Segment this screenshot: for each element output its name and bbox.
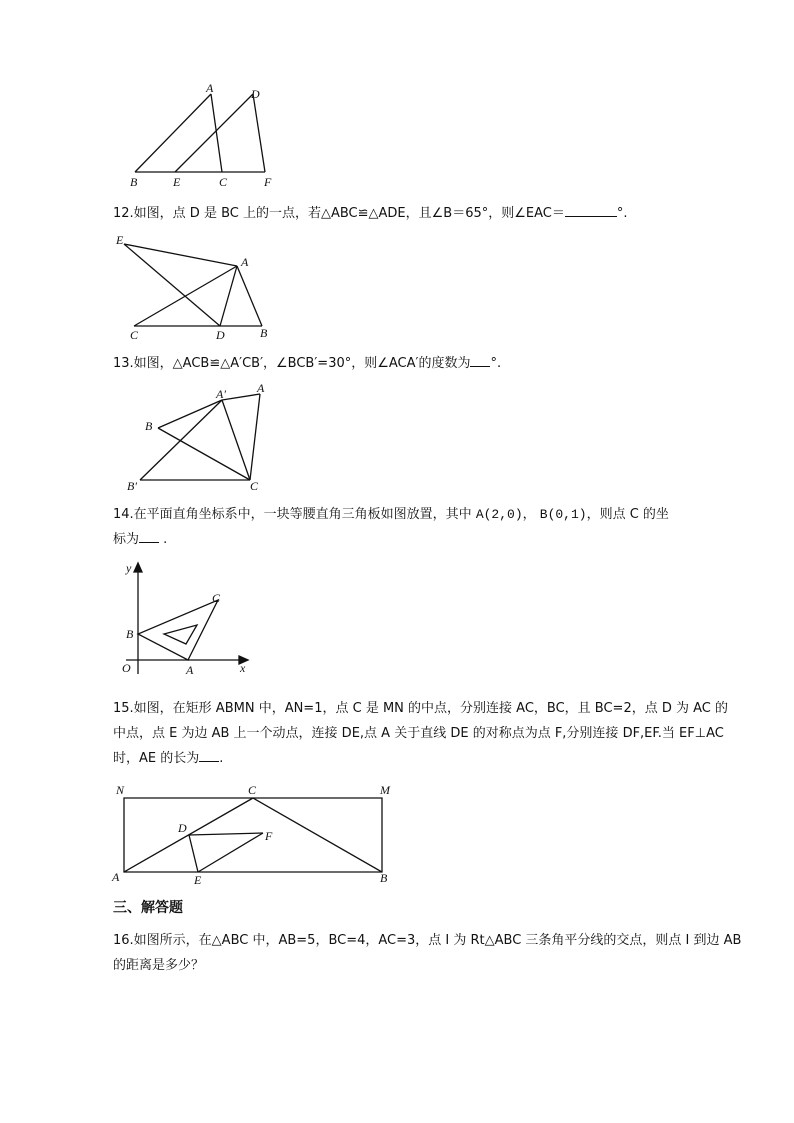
label-A: A: [112, 870, 120, 884]
segment-EA: [124, 244, 237, 266]
segment-DF: [253, 94, 265, 172]
label-A-prime: A′: [216, 387, 226, 401]
label-C: C: [250, 479, 259, 493]
answer-blank[interactable]: [470, 352, 490, 367]
segment-AprimeC: [222, 400, 250, 480]
section-heading: 三、解答题: [113, 900, 183, 916]
label-N: N: [116, 783, 125, 797]
question-12-text: 12.如图，点 D 是 BC 上的一点，若△ABC≌△ADE，且∠B＝65°，则∠EAC＝: [113, 206, 565, 221]
answer-blank[interactable]: [139, 528, 159, 543]
question-15-line-2: 中点，点 E 为边 AB 上一个动点，连接 DE,点 A 关于直线 DE 的对称点为点 F,分别连接 DF,EF.当 EF⊥AC: [113, 726, 724, 741]
question-13-unit: °.: [490, 356, 502, 371]
label-x: x: [240, 661, 246, 675]
segment-DF: [189, 833, 263, 835]
question-16-line-2: 的距离是多少？: [113, 958, 205, 973]
label-B: B: [380, 871, 388, 885]
question-15-line-3: 时，AE 的长为: [113, 751, 200, 766]
segment-DE: [175, 94, 253, 172]
question-14-text-5: .: [163, 532, 168, 547]
segment-EF: [198, 833, 263, 872]
label-A: A: [186, 663, 194, 677]
question-15: [113, 696, 728, 771]
answer-blank[interactable]: [199, 747, 219, 762]
rectangle-ABMN: [124, 798, 382, 872]
label-F: F: [265, 829, 273, 843]
segment-DE: [189, 835, 198, 872]
triangle-inner: [164, 625, 197, 644]
figure-11-diagram: [125, 82, 285, 190]
label-C: C: [248, 783, 257, 797]
question-13: [113, 351, 501, 376]
label-A: A: [241, 255, 249, 269]
segment-BC: [158, 428, 250, 480]
label-B: B: [126, 627, 134, 641]
answer-blank[interactable]: [565, 202, 617, 217]
segment-AB: [135, 94, 211, 172]
segment-AC: [250, 394, 260, 480]
label-M: M: [380, 783, 390, 797]
question-15-line-1: 15.如图，在矩形 ABMN 中，AN=1，点 C 是 MN 的中点，分别连接 AC，BC，且 BC=2，点 D 为 AC 的: [113, 701, 729, 716]
figure-12-diagram: [112, 230, 278, 342]
label-E: E: [194, 873, 202, 887]
figure-15-diagram: [108, 780, 400, 888]
segment-AB: [237, 266, 262, 326]
question-16: [113, 928, 741, 978]
question-14-text-3: ，则点 C 的坐: [586, 507, 669, 522]
label-D: D: [178, 821, 187, 835]
label-D: D: [216, 328, 225, 342]
label-B: B: [145, 419, 153, 433]
label-E: E: [116, 233, 124, 247]
label-C: C: [130, 328, 139, 342]
segment-AC: [134, 266, 237, 326]
label-B: B: [260, 326, 268, 340]
segment-BA: [158, 400, 222, 428]
label-B-prime: B′: [127, 479, 137, 493]
segment-AC: [124, 798, 253, 872]
label-O: O: [122, 661, 131, 675]
question-13-text: 13.如图，△ACB≌△A′CB′，∠BCB′=30°，则∠ACA′的度数为: [113, 356, 471, 371]
segment-BprimeAprime: [140, 400, 222, 480]
segment-AprimeA: [222, 394, 260, 400]
label-D: D: [251, 87, 260, 101]
segment-AC: [211, 94, 222, 172]
coordinate-B: B(0,1): [539, 507, 587, 522]
label-F: F: [264, 175, 272, 189]
y-axis-arrow: [134, 563, 142, 572]
label-A: A: [206, 81, 214, 95]
label-E: E: [173, 175, 181, 189]
label-B: B: [130, 175, 138, 189]
question-14-text-2: ，: [522, 507, 540, 522]
question-14-text-1: 14.在平面直角坐标系中，一块等腰直角三角板如图放置，其中: [113, 507, 476, 522]
figure-13-diagram: [120, 380, 280, 498]
question-12-unit: °.: [616, 206, 628, 221]
question-14: [113, 502, 669, 552]
question-12: [113, 201, 628, 226]
question-14-text-4: 标为: [113, 532, 140, 547]
label-C: C: [219, 175, 228, 189]
coordinate-A: A(2,0): [475, 507, 523, 522]
figure-14-diagram: [112, 556, 262, 680]
segment-BC: [253, 798, 382, 872]
label-A: A: [257, 381, 265, 395]
label-C: C: [212, 591, 221, 605]
question-15-line-3-end: .: [219, 751, 224, 766]
question-16-line-1: 16.如图所示，在△ABC 中，AB=5，BC=4，AC=3，点 I 为 Rt△ABC 三条角平分线的交点，则点 I 到边 AB: [113, 933, 742, 948]
label-y: y: [126, 561, 132, 575]
